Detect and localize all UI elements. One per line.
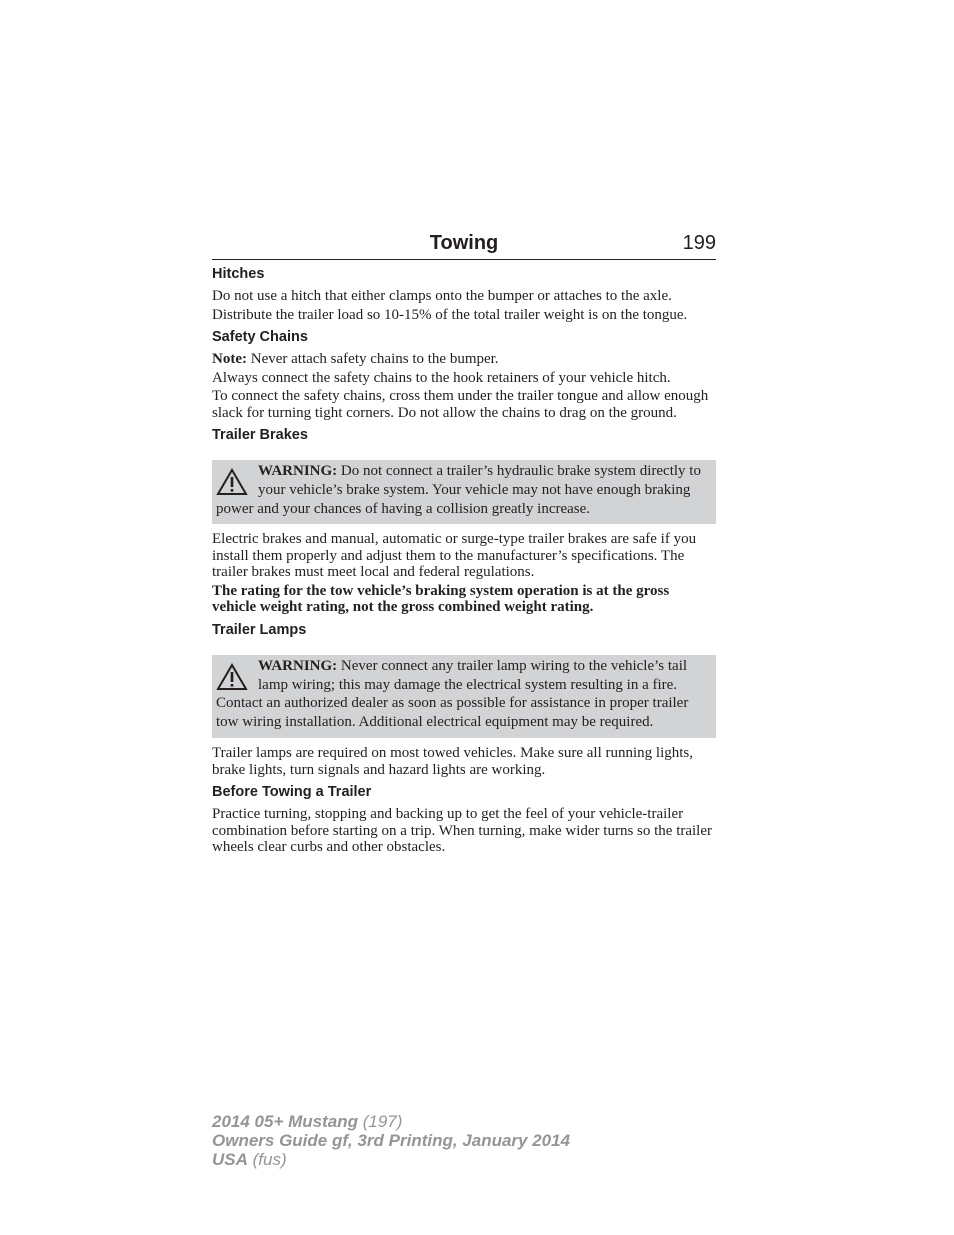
page-header: [212, 229, 716, 260]
heading-trailer-brakes: Trailer Brakes: [212, 427, 308, 443]
page-content: [212, 229, 716, 856]
footer-printing: Owners Guide gf, 3rd Printing, January 2014: [212, 1131, 571, 1150]
heading-trailer-lamps: Trailer Lamps: [212, 621, 307, 638]
page-footer: [212, 1112, 570, 1169]
hitches-paragraph-1: Do not use a hitch that either clamps onto the bumper or attaches to the axle.: [212, 288, 672, 304]
warning-box-lamps: [212, 655, 716, 738]
warning-body: Do not connect a trailer’s hydraulic brake system directly to your vehicle’s brake system. Your vehicle may not have enough braking power and your chances of having a collision greatly increase.: [216, 463, 701, 517]
footer-line-2: [212, 1131, 570, 1150]
trailer-brakes-paragraph-1: Electric brakes and manual, automatic or surge-type trailer brakes are safe if you install them properly and adjust them to the manufacturer’s specifications. The trailer brakes must meet local and federal regulations.: [212, 531, 697, 581]
safety-chains-note: [212, 351, 716, 368]
trailer-brakes-paragraph-2: The rating for the tow vehicle’s braking system operation is at the gross vehicle weight rating, not the gross combined weight rating.: [212, 582, 670, 616]
footer-model: 2014 05+ Mustang: [212, 1112, 358, 1131]
footer-market: USA: [212, 1150, 248, 1169]
page-number: 199: [682, 232, 716, 254]
warning-text-lamps: [216, 657, 711, 732]
note-label: Note:: [212, 351, 247, 367]
warning-label: WARNING:: [258, 463, 338, 479]
heading-safety-chains: Safety Chains: [212, 329, 308, 345]
safety-chains-paragraph-2: To connect the safety chains, cross them under the trailer tongue and allow enough slack for turning tight corners. Do not allow the chains to drag on the ground.: [212, 388, 709, 421]
trailer-lamps-paragraph-1: Trailer lamps are required on most towed vehicles. Make sure all running lights, brake lights, turn signals and hazard lights are working.: [212, 745, 694, 778]
footer-market-code: (fus): [247, 1150, 287, 1169]
warning-body: Never connect any trailer lamp wiring to the vehicle’s tail lamp wiring; this may damage the electrical system resulting in a fire. Contact an authorized dealer as soon as possible for assistance in proper trailer tow wiring installation. Additional electrical equipment may be required.: [216, 657, 689, 731]
warning-triangle-icon: [216, 663, 248, 691]
heading-before-towing: Before Towing a Trailer: [212, 784, 372, 801]
section-title: Towing: [429, 232, 499, 254]
safety-chains-paragraph-1: Always connect the safety chains to the hook retainers of your vehicle hitch.: [212, 369, 671, 386]
footer-line-1: [212, 1112, 570, 1131]
heading-hitches: Hitches: [212, 266, 265, 282]
warning-triangle-icon: [216, 468, 248, 496]
footer-model-code: (197): [358, 1112, 403, 1131]
warning-label: WARNING:: [258, 657, 338, 674]
footer-line-3: [212, 1150, 570, 1169]
note-text: Never attach safety chains to the bumper.: [246, 351, 499, 367]
warning-box-brakes: [212, 460, 716, 524]
warning-text-brakes: [216, 462, 711, 518]
before-towing-paragraph-1: Practice turning, stopping and backing up to get the feel of your vehicle-trailer combination before starting on a trip. When turning, make wider turns so the trailer wheels clear curbs and other obstacles.: [212, 806, 713, 856]
hitches-paragraph-2: Distribute the trailer load so 10-15% of the total trailer weight is on the tongue.: [212, 306, 688, 323]
